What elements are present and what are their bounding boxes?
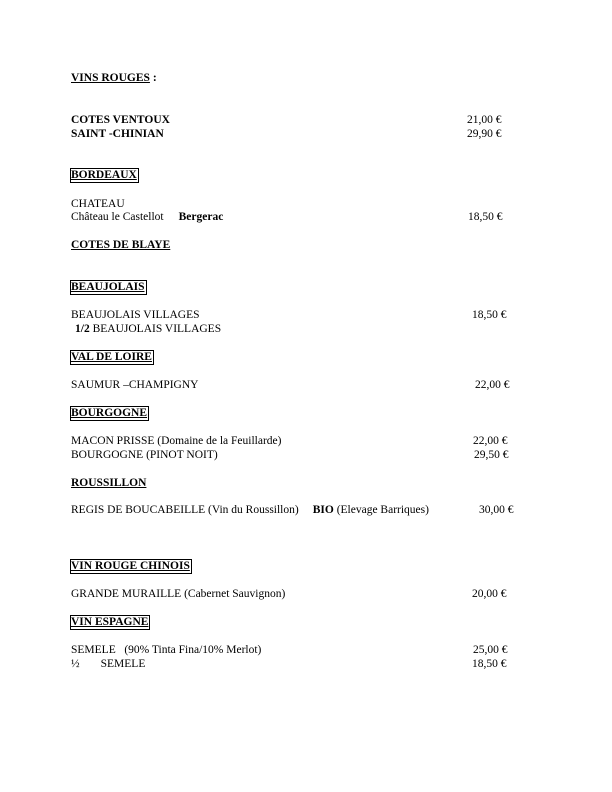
section-heading-cotes-de-blaye: COTES DE BLAYE (71, 239, 171, 251)
section-heading-vin-rouge-chinois (71, 559, 192, 573)
wine-name-half-beaujolais: BEAUJOLAIS VILLAGES (89, 323, 222, 335)
chinois-heading-text: VIN ROUGE CHINOIS (71, 560, 190, 572)
wine-price-saumur: 22,00 € (475, 379, 510, 391)
wine-name-cotes-ventoux: COTES VENTOUX (71, 114, 170, 126)
wine-price-half-semele: 18,50 € (472, 658, 507, 670)
wine-line-half-semele (71, 657, 145, 671)
wine-price-grande-muraille: 20,00 € (472, 588, 507, 600)
wine-price-saint-chinian: 29,90 € (467, 128, 502, 140)
menu-title-text: VINS ROUGES (71, 72, 150, 84)
section-heading-bourgogne (71, 406, 149, 420)
wine-region-bergerac: Bergerac (178, 211, 224, 223)
wine-price-cotes-ventoux: 21,00 € (467, 114, 502, 126)
wine-line-castellot (71, 210, 223, 224)
wine-name-beaujolais-villages: BEAUJOLAIS VILLAGES (71, 309, 200, 321)
wine-name-saumur: SAUMUR –CHAMPIGNY (71, 379, 199, 391)
bio-label: BIO (312, 504, 334, 516)
section-heading-val-de-loire (71, 350, 154, 364)
section-heading-bordeaux (71, 168, 139, 182)
loire-heading-text: VAL DE LOIRE (71, 351, 152, 363)
wine-name-macon-prisse: MACON PRISSE (Domaine de la Feuillarde) (71, 435, 282, 447)
half-prefix: 1/2 (75, 323, 90, 335)
menu-title (71, 71, 157, 85)
section-heading-beaujolais (71, 280, 147, 294)
menu-title-colon: : (149, 72, 157, 84)
wine-price-castellot: 18,50 € (468, 211, 503, 223)
wine-name-half-semele: SEMELE (100, 658, 146, 670)
wine-price-bourgogne-pinot: 29,50 € (474, 449, 509, 461)
wine-name-castellot: Château le Castellot (71, 211, 164, 223)
beaujolais-heading-text: BEAUJOLAIS (71, 281, 145, 293)
wine-name-semele: SEMELE (90% Tinta Fina/10% Merlot) (71, 644, 262, 656)
bordeaux-heading-text: BORDEAUX (71, 169, 137, 181)
half-symbol: ½ (71, 658, 80, 670)
wine-price-semele: 25,00 € (473, 644, 508, 656)
elevage-label: (Elevage Barriques) (333, 504, 429, 516)
wine-name-saint-chinian: SAINT -CHINIAN (71, 128, 164, 140)
section-heading-roussillon: ROUSSILLON (71, 477, 147, 489)
espagne-heading-text: VIN ESPAGNE (71, 616, 149, 628)
wine-price-macon-prisse: 22,00 € (473, 435, 508, 447)
wine-line-half-beaujolais (75, 322, 221, 336)
wine-name-grande-muraille: GRANDE MURAILLE (Cabernet Sauvignon) (71, 588, 286, 600)
wine-price-beaujolais-villages: 18,50 € (472, 309, 507, 321)
chateau-label: CHATEAU (71, 198, 125, 210)
wine-price-regis: 30,00 € (479, 504, 514, 516)
bourgogne-heading-text: BOURGOGNE (71, 407, 148, 419)
wine-name-regis: REGIS DE BOUCABEILLE (Vin du Roussillon) (71, 504, 299, 516)
wine-line-regis (71, 503, 429, 517)
wine-name-bourgogne-pinot: BOURGOGNE (PINOT NOIT) (71, 449, 218, 461)
section-heading-vin-espagne (71, 615, 150, 629)
